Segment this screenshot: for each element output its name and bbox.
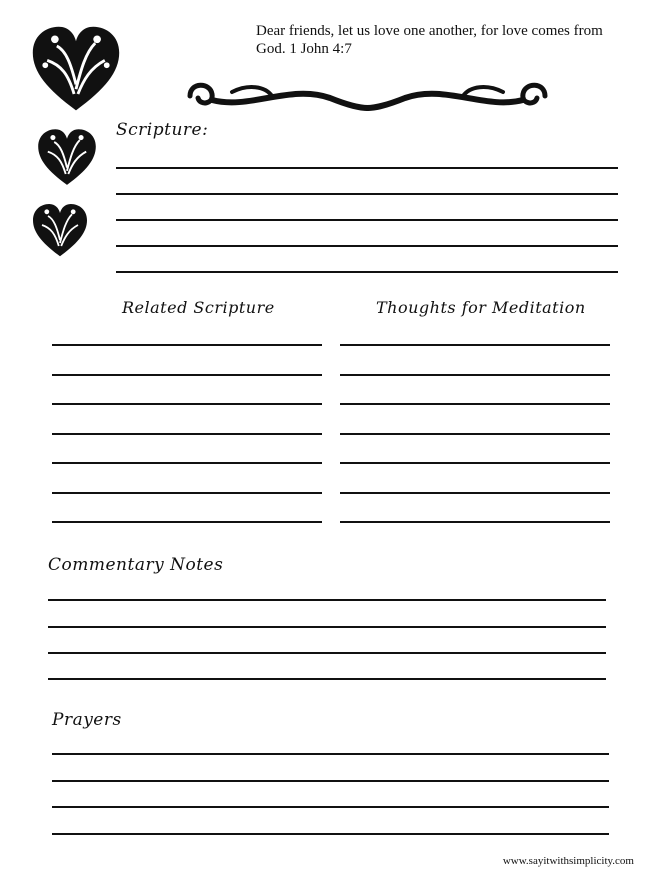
writing-line[interactable] <box>340 344 610 346</box>
writing-line[interactable] <box>52 521 322 523</box>
related-scripture-heading: Related Scripture <box>122 298 275 317</box>
commentary-heading: Commentary Notes <box>48 555 224 575</box>
writing-line[interactable] <box>116 167 618 169</box>
writing-line[interactable] <box>52 403 322 405</box>
writing-line[interactable] <box>116 219 618 221</box>
writing-line[interactable] <box>340 521 610 523</box>
writing-line[interactable] <box>52 433 322 435</box>
writing-line[interactable] <box>52 753 609 755</box>
writing-line[interactable] <box>116 271 618 273</box>
footer-url[interactable]: www.sayitwithsimplicity.com <box>502 855 634 867</box>
writing-line[interactable] <box>52 833 609 835</box>
writing-line[interactable] <box>116 245 618 247</box>
writing-line[interactable] <box>52 374 322 376</box>
heart-ornament-icon <box>34 126 100 190</box>
writing-line[interactable] <box>52 462 322 464</box>
writing-line[interactable] <box>52 806 609 808</box>
writing-line[interactable] <box>48 599 606 601</box>
writing-line[interactable] <box>116 193 618 195</box>
writing-line[interactable] <box>52 780 609 782</box>
verse-text: Dear friends, let us love one another, for love comes from God. 1 John 4:7 <box>256 23 603 57</box>
heart-ornament-icon <box>28 18 124 122</box>
writing-line[interactable] <box>52 344 322 346</box>
writing-line[interactable] <box>340 433 610 435</box>
writing-line[interactable] <box>340 374 610 376</box>
prayers-heading: Prayers <box>52 710 122 730</box>
writing-line[interactable] <box>340 403 610 405</box>
writing-line[interactable] <box>340 492 610 494</box>
flourish-divider-icon <box>170 74 565 118</box>
writing-line[interactable] <box>48 678 606 680</box>
writing-line[interactable] <box>48 652 606 654</box>
thoughts-heading: Thoughts for Meditation <box>376 298 586 317</box>
writing-line[interactable] <box>340 462 610 464</box>
heart-ornament-icon <box>30 198 90 264</box>
scripture-heading: Scripture: <box>116 120 209 140</box>
writing-line[interactable] <box>48 626 606 628</box>
writing-line[interactable] <box>52 492 322 494</box>
